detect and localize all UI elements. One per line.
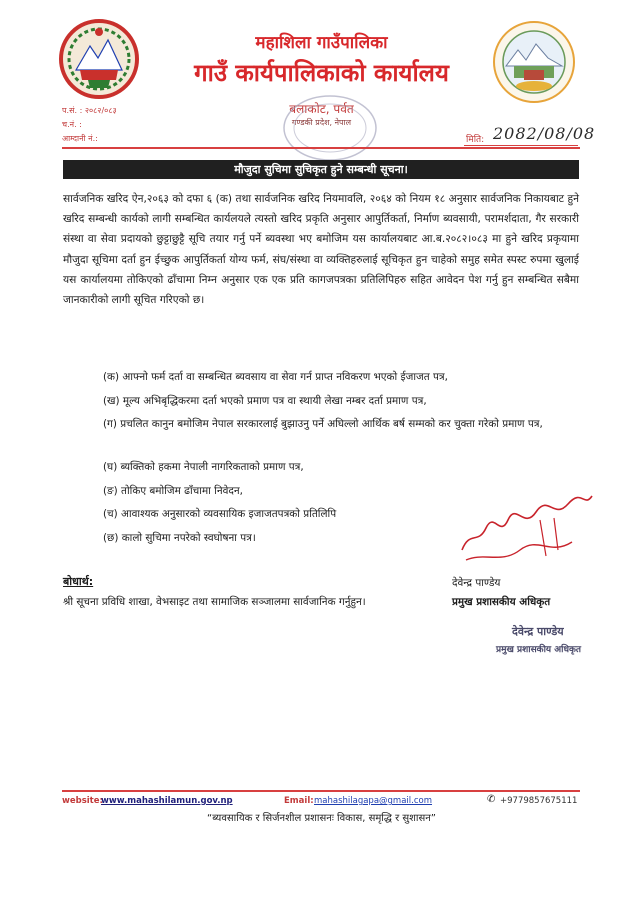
seal-name: देवेन्द्र पाण्डेय: [512, 625, 564, 638]
address-line: बलाकोट, पर्वत: [289, 102, 354, 116]
requirement-item: (क) आफ्नो फर्म दर्ता वा सम्बन्धित ब्यवसाय वा सेवा गर्न प्राप्त नविकरण भएको ईजाजत पत्र,: [103, 371, 448, 383]
province-line: गण्डकी प्रदेश, नेपाल: [291, 118, 352, 127]
office-name: गाउँ कार्यपालिकाको कार्यालय: [194, 58, 449, 87]
requirement-item: (च) आवाश्यक अनुसारको व्यवसायिक इजाजतपत्रको प्रतिलिपि: [103, 508, 337, 520]
incoming-number: आम्दानी नं.:: [62, 134, 98, 143]
email-label: Email:: [284, 796, 314, 806]
requirement-item: (घ) ब्यक्तिको हकमा नेपाली नागरिकताको प्रमाण पत्र,: [103, 461, 304, 473]
website-link[interactable]: www.mahashilamun.gov.np: [101, 796, 233, 806]
signer-role: प्रमुख प्रशासकीय अधिकृत: [452, 596, 551, 608]
dispatch-number: च.नं. :: [62, 120, 82, 129]
notice-title: मौजुदा सुचिमा सुचिकृत हुने सम्बन्धी सूचना।: [63, 160, 579, 179]
requirement-item: (ग) प्रचलित कानुन बमोजिम नेपाल सरकारलाई बुझाउनु पर्ने अघिल्लो आर्थिक बर्ष सम्मको कर चुक्ता गरेको प्रमाण पत्र,: [103, 418, 543, 430]
attention-text: श्री सूचना प्रविधि शाखा, वेभसाइट तथा सामाजिक सञ्जालमा सार्वजानिक गर्नुहुन।: [63, 596, 366, 608]
footer-divider: [62, 790, 580, 792]
notice-body: सार्वजनिक खरिद ऐन,२०६३ को दफा ६ (क) तथा सार्वजनिक खरिद नियमावलि, २०६४ को नियम १८ अनुसार सार्वजनिक निकायबाट हुने खरिद सम्बन्धी कार्यको लागी सम्बन्धित कार्यलयले त्यस्तो खरिद प्रकृति अनुसार आपुर्तिकर्ता, निर्माण ब्यवसायी, परामर्शदाता, गैर सरकारी संस्था वा सेवा प्रदायको छुट्टाछुट्टै सूचि तयार गर्नु पर्ने ब्यवस्था भए बमोजिम यस कार्यालयबाट आ.ब.२०८२।०८३ मा हुने खरिद प्रकृयामा मौजुदा सूचिमा दर्ता हुन ईच्छुक आपुर्तिकर्ता योग्य फर्म, संघ/संस्था वा व्यक्तिहरुलाई सूचिकृत हुन चाहेको समुह समेत स्पस्ट रुपमा खुलाई यस कार्यालयमा तोकिएको ढाँचामा निम्न अनुसार एक एक प्रति कागजपत्रका प्रतिलिपिहरु सहित आवेदन पेश गर्नु हुन सम्बन्धित सबैमा जानकारीको लागी सूचित गरिएको छ।: [63, 193, 579, 307]
header-divider: [62, 147, 580, 149]
handwritten-signature: [450, 490, 600, 570]
attention-title: बोधार्थ:: [63, 575, 94, 588]
office-stamp: [268, 92, 388, 164]
phone-number: +9779857675111: [500, 796, 578, 806]
website-label: website:: [62, 796, 103, 806]
date-underline: [464, 145, 578, 146]
phone-icon: ✆: [487, 794, 496, 805]
date-value: 2082/08/08: [493, 124, 596, 143]
date-label: मिति:: [466, 135, 485, 145]
org-name: महाशिला गाउँपालिका: [255, 33, 388, 53]
signer-name: देवेन्द्र पाण्डेय: [452, 577, 501, 589]
slogan: “ब्यवसायिक र सिर्जनशील प्रशासनः विकास, समृद्धि र सुशासन”: [207, 813, 436, 824]
requirement-item: (छ) कालो सुचिमा नपरेको स्वघोषना पत्र।: [103, 532, 256, 544]
ref-number: प.सं. : २०८२/०८३: [62, 106, 117, 115]
requirement-item: (ङ) तोकिए बमोजिम ढाँचामा निवेदन,: [103, 485, 243, 497]
seal-role: प्रमुख प्रशासकीय अधिकृत: [496, 645, 582, 655]
email-link[interactable]: mahashilagapa@gmail.com: [314, 796, 433, 806]
requirement-item: (ख) मूल्य अभिबृद्धिकरमा दर्ता भएको प्रमाण पत्र वा स्थायी लेखा नम्बर दर्ता प्रमाण पत्र,: [103, 395, 427, 407]
